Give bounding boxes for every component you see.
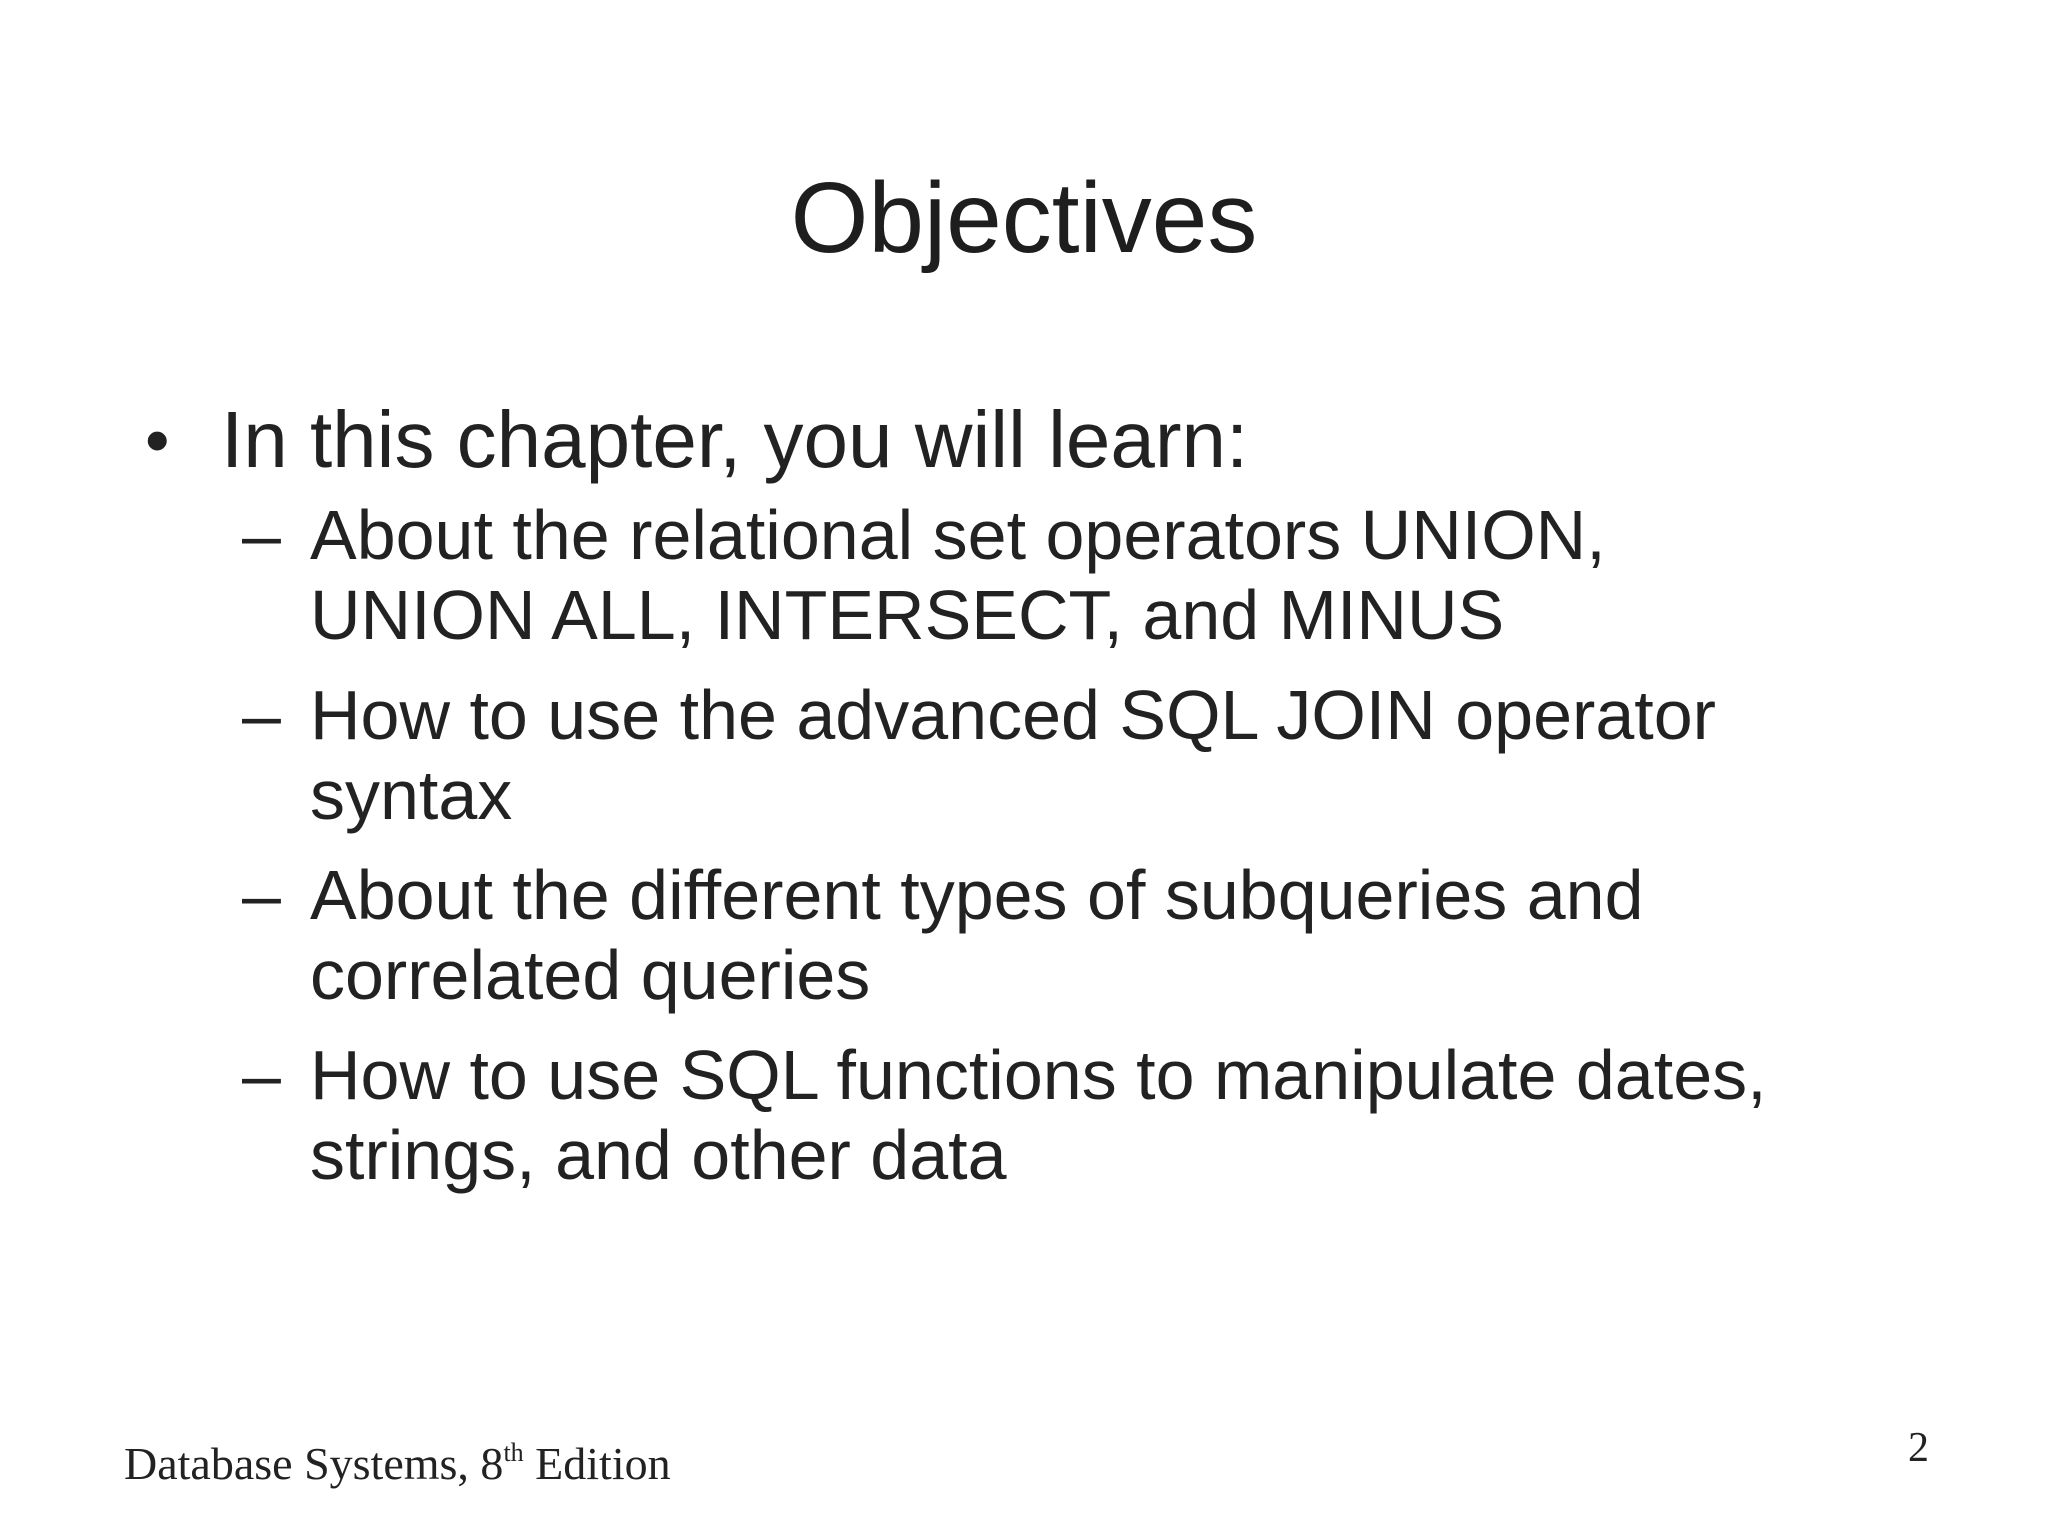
bullet-text: In this chapter, you will learn: [221,395,1249,484]
subitem-marker: – [242,856,281,934]
subitem-text [310,1035,1900,1195]
bullet-marker: • [145,401,170,479]
subitem-line: About the different types of subqueries and [310,856,1644,934]
footer-book-title-suffix: Edition [523,1438,671,1489]
subitem-text [310,855,1900,1015]
footer-book-title [124,1436,671,1492]
subitem-text [310,495,1900,655]
subitem-line: How to use SQL functions to manipulate dates, [310,1036,1767,1114]
subitem-line: About the relational set operators UNION, [310,496,1606,574]
subitem-marker: – [242,676,281,754]
subitem-line: correlated queries [310,936,871,1014]
subitem-line: UNION ALL, INTERSECT, and MINUS [310,576,1505,654]
subitem-line: syntax [310,756,513,834]
subitem-line: strings, and other data [310,1116,1007,1194]
subitem-marker: – [242,496,281,574]
page-number: 2 [1908,1425,1929,1471]
subitem-marker: – [242,1036,281,1114]
subitem-line: How to use the advanced SQL JOIN operator [310,676,1716,754]
footer-book-title-prefix: Database Systems, 8 [124,1438,504,1489]
footer-book-title-superscript: th [503,1438,524,1467]
subitem-text [310,675,1900,835]
slide-title: Objectives [790,162,1258,274]
